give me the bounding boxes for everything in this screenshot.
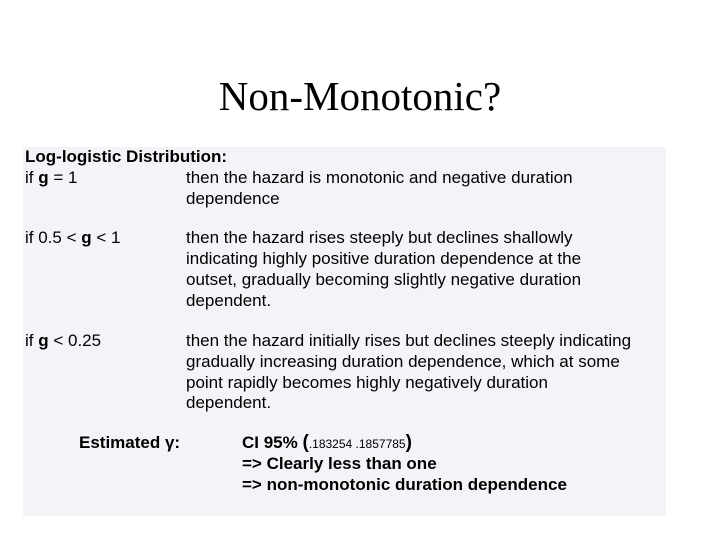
slide-title: Non-Monotonic? bbox=[218, 73, 502, 119]
condition-suffix: < 1 bbox=[91, 228, 121, 247]
condition-g-equals-1 bbox=[25, 168, 77, 189]
conclusion-line: => Clearly less than one bbox=[242, 454, 437, 473]
condition-prefix: if bbox=[25, 168, 39, 187]
ci-upper-bound: .1857785 bbox=[355, 437, 406, 451]
condition-g-less-than-quarter bbox=[25, 331, 101, 352]
description-line: outset, gradually becoming slightly negative duration bbox=[186, 270, 582, 289]
condition-variable: g bbox=[38, 168, 49, 187]
condition-g-between-half-and-1 bbox=[25, 228, 120, 249]
description-line: dependent. bbox=[186, 393, 272, 412]
condition-prefix: if bbox=[25, 331, 39, 350]
description-line: dependence bbox=[186, 189, 280, 208]
condition-variable: g bbox=[38, 331, 49, 350]
description-line: indicating highly positive duration dependence at the bbox=[186, 249, 582, 268]
description-line: then the hazard is monotonic and negative duration bbox=[186, 168, 573, 187]
description-line: point rapidly becomes highly negatively duration bbox=[186, 373, 548, 392]
description-line: dependent. bbox=[186, 291, 272, 310]
estimated-gamma-label: Estimated γ: bbox=[79, 433, 181, 452]
condition-prefix: if 0.5 < bbox=[25, 228, 82, 247]
confidence-interval bbox=[242, 433, 412, 455]
condition-variable: g bbox=[81, 228, 92, 247]
ci-open-paren: ( bbox=[302, 432, 309, 453]
condition-suffix: < 0.25 bbox=[48, 331, 102, 350]
description-line: gradually increasing duration dependence, which at some bbox=[186, 352, 620, 371]
section-heading: Log-logistic Distribution: bbox=[25, 147, 228, 166]
description-line: then the hazard initially rises but declines steeply indicating bbox=[186, 331, 632, 350]
description-line: then the hazard rises steeply but declines shallowly bbox=[186, 228, 573, 247]
ci-close-paren: ) bbox=[405, 432, 412, 453]
conclusion-line: => non-monotonic duration dependence bbox=[242, 475, 567, 494]
content-panel bbox=[23, 147, 666, 516]
ci-label: CI 95% bbox=[242, 433, 303, 452]
ci-lower-bound: .183254 bbox=[308, 437, 353, 451]
condition-suffix: = 1 bbox=[48, 168, 78, 187]
